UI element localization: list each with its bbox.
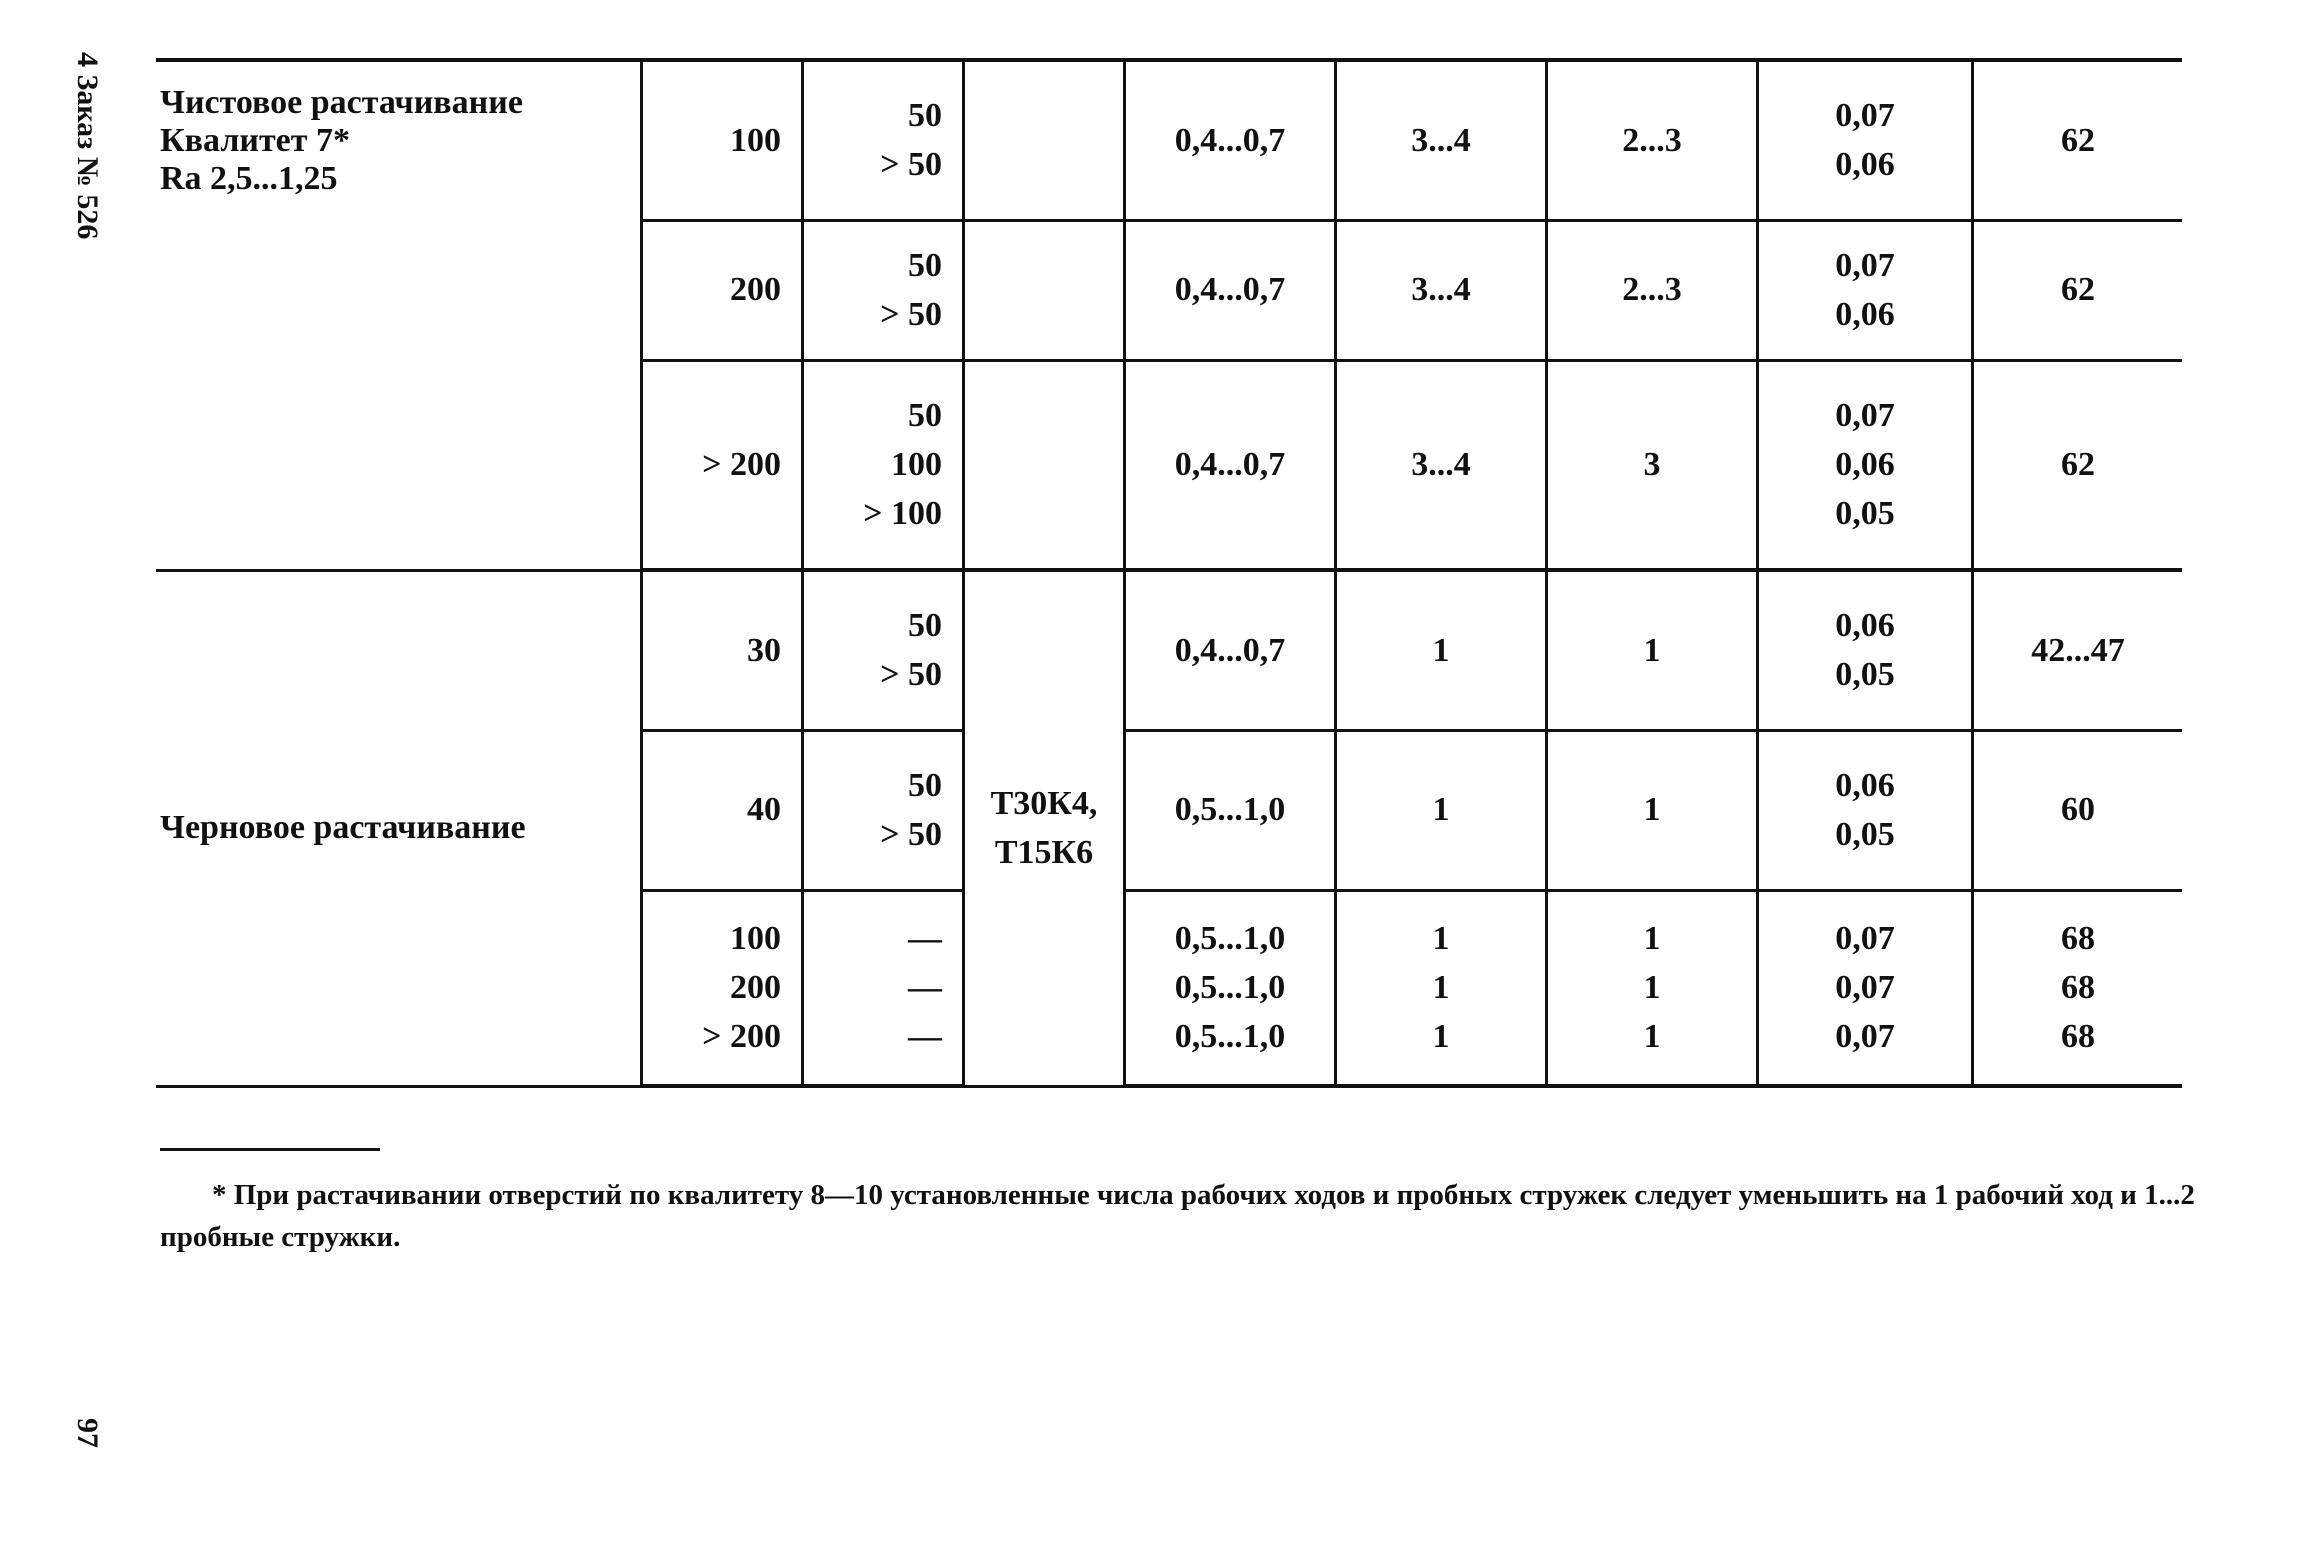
cell-value: 62 xyxy=(2061,271,2095,309)
passes-cell xyxy=(1336,360,1547,570)
passes-cell xyxy=(1336,890,1547,1086)
cell-value: 50 xyxy=(908,606,942,644)
cell-value: 62 xyxy=(2061,121,2095,159)
diameter-cell xyxy=(642,890,803,1086)
cell-value: 42...47 xyxy=(2031,631,2125,669)
table-row xyxy=(156,60,2182,220)
material-line: Т30К4, xyxy=(990,784,1098,822)
cell-value: 2...3 xyxy=(1622,121,1682,159)
length-cell xyxy=(803,360,964,570)
cell-value: > 50 xyxy=(880,816,942,853)
trial-chips-cell xyxy=(1547,60,1758,220)
speed-cell xyxy=(1973,220,2183,360)
material-cell xyxy=(964,360,1125,570)
length-cell xyxy=(803,730,964,890)
speed-cell xyxy=(1973,890,2183,1086)
chip-thickness-cell xyxy=(1758,60,1973,220)
feed-cell xyxy=(1125,730,1336,890)
passes-cell xyxy=(1336,60,1547,220)
cell-value: 0,5...1,0 xyxy=(1174,919,1286,957)
passes-cell xyxy=(1336,570,1547,730)
length-cell xyxy=(803,220,964,360)
cell-value: 100 xyxy=(891,446,942,484)
cell-value: 0,07 xyxy=(1835,1018,1895,1056)
feed-cell xyxy=(1125,570,1336,730)
cell-value: 50 xyxy=(908,396,942,434)
cell-value: 30 xyxy=(747,631,781,669)
trial-chips-cell xyxy=(1547,570,1758,730)
chip-thickness-cell xyxy=(1758,360,1973,570)
cell-value: 60 xyxy=(2061,791,2095,829)
cell-value: 50 xyxy=(908,766,942,804)
diameter-cell xyxy=(642,60,803,220)
diameter-cell xyxy=(642,730,803,890)
cell-value: > 50 xyxy=(880,146,942,184)
cell-value: 1 xyxy=(1643,919,1661,957)
cell-value: 0,07 xyxy=(1835,396,1895,434)
cell-value: > 50 xyxy=(880,656,942,694)
diameter-cell xyxy=(642,220,803,360)
cell-value: 0,05 xyxy=(1835,656,1895,694)
length-cell xyxy=(803,570,964,730)
cell-value: 0,5...1,0 xyxy=(1174,969,1286,1007)
chip-thickness-cell xyxy=(1758,730,1973,890)
order-label: 4 Заказ № 526 xyxy=(71,52,104,240)
cell-value: 1 xyxy=(1432,969,1450,1007)
cell-value: 0,06 xyxy=(1835,446,1895,484)
cell-value: 100 xyxy=(730,919,781,957)
operation-cell xyxy=(156,60,642,570)
cell-value: 0,4...0,7 xyxy=(1174,446,1286,484)
cell-value: 0,06 xyxy=(1835,296,1895,333)
cell-value: 3...4 xyxy=(1411,121,1471,159)
material-cell xyxy=(964,570,1125,1086)
chip-thickness-cell xyxy=(1758,570,1973,730)
trial-chips-cell xyxy=(1547,890,1758,1086)
cell-value: 0,4...0,7 xyxy=(1174,121,1286,159)
operation-line: Квалитет 7* xyxy=(160,122,350,160)
cell-value: 1 xyxy=(1643,791,1661,829)
cell-value: 1 xyxy=(1432,631,1450,669)
diameter-cell xyxy=(642,570,803,730)
feed-cell xyxy=(1125,360,1336,570)
cell-value: 3 xyxy=(1643,446,1661,484)
feed-cell xyxy=(1125,890,1336,1086)
cell-value: 0,4...0,7 xyxy=(1174,631,1286,669)
cell-value: > 200 xyxy=(702,1018,781,1056)
cell-value: 62 xyxy=(2061,446,2095,484)
speed-cell xyxy=(1973,360,2183,570)
cell-value: 68 xyxy=(2061,1018,2095,1056)
cell-value: 0,05 xyxy=(1835,495,1895,533)
cell-value: 2...3 xyxy=(1622,271,1682,309)
cell-value: 0,06 xyxy=(1835,606,1895,644)
chip-thickness-cell xyxy=(1758,890,1973,1086)
cell-value: 0,07 xyxy=(1835,96,1895,134)
passes-cell xyxy=(1336,220,1547,360)
operation-cell xyxy=(156,570,642,1086)
operation-line: Чистовое растачивание xyxy=(160,84,523,121)
speed-cell xyxy=(1973,570,2183,730)
cell-value: 3...4 xyxy=(1411,271,1471,309)
footnote: * При растачивании отверстий по квалитету 8—10 установленные числа рабочих ходов и пробных стружек следует уменьшить на 1 рабочий ход и 1...2 пробные стружки. xyxy=(160,1179,2195,1254)
cell-value: 1 xyxy=(1643,969,1661,1007)
cell-value: 68 xyxy=(2061,919,2095,957)
table-body xyxy=(156,60,2182,1086)
cell-value: 1 xyxy=(1643,1018,1661,1056)
cell-value: > 100 xyxy=(863,495,942,533)
cell-value: 0,06 xyxy=(1835,766,1895,804)
cell-value: 0,07 xyxy=(1835,969,1895,1007)
cell-value: 1 xyxy=(1643,631,1661,669)
cell-value: 0,05 xyxy=(1835,816,1895,853)
cell-value: 100 xyxy=(730,121,781,159)
cell-value: — xyxy=(908,969,942,1007)
cell-value: 68 xyxy=(2061,969,2095,1007)
boring-modes-table xyxy=(156,58,2182,1088)
trial-chips-cell xyxy=(1547,220,1758,360)
cell-value: 200 xyxy=(730,969,781,1007)
operation-line: Ra 2,5...1,25 xyxy=(160,160,338,198)
cell-value: — xyxy=(908,1018,942,1056)
cell-value: 40 xyxy=(747,791,781,829)
cell-value: 0,4...0,7 xyxy=(1174,271,1286,309)
material-cell xyxy=(964,220,1125,360)
page-number: 97 xyxy=(71,1418,104,1448)
table-row xyxy=(156,570,2182,730)
feed-cell xyxy=(1125,220,1336,360)
speed-cell xyxy=(1973,60,2183,220)
cell-value: 1 xyxy=(1432,1018,1450,1056)
cell-value: 1 xyxy=(1432,919,1450,957)
cell-value: 3...4 xyxy=(1411,446,1471,484)
trial-chips-cell xyxy=(1547,360,1758,570)
cell-value: 0,06 xyxy=(1835,146,1895,184)
diameter-cell xyxy=(642,360,803,570)
cell-value: 0,5...1,0 xyxy=(1174,1018,1286,1056)
cell-value: 50 xyxy=(908,96,942,134)
material-line: Т15К6 xyxy=(994,834,1094,872)
passes-cell xyxy=(1336,730,1547,890)
speed-cell xyxy=(1973,730,2183,890)
cell-value: 0,07 xyxy=(1835,246,1895,284)
footnote-rule xyxy=(160,1148,380,1151)
cell-value: 50 xyxy=(908,246,942,284)
cell-value: > 50 xyxy=(880,296,942,333)
chip-thickness-cell xyxy=(1758,220,1973,360)
length-cell xyxy=(803,890,964,1086)
cell-value: 1 xyxy=(1432,791,1450,829)
trial-chips-cell xyxy=(1547,730,1758,890)
cell-value: 0,07 xyxy=(1835,919,1895,957)
material-cell xyxy=(964,60,1125,220)
feed-cell xyxy=(1125,60,1336,220)
operation-line: Черновое растачивание xyxy=(160,808,526,846)
cell-value: 0,5...1,0 xyxy=(1174,791,1286,829)
cell-value: > 200 xyxy=(702,446,781,484)
cell-value: 200 xyxy=(730,271,781,309)
length-cell xyxy=(803,60,964,220)
cell-value: — xyxy=(908,919,942,957)
